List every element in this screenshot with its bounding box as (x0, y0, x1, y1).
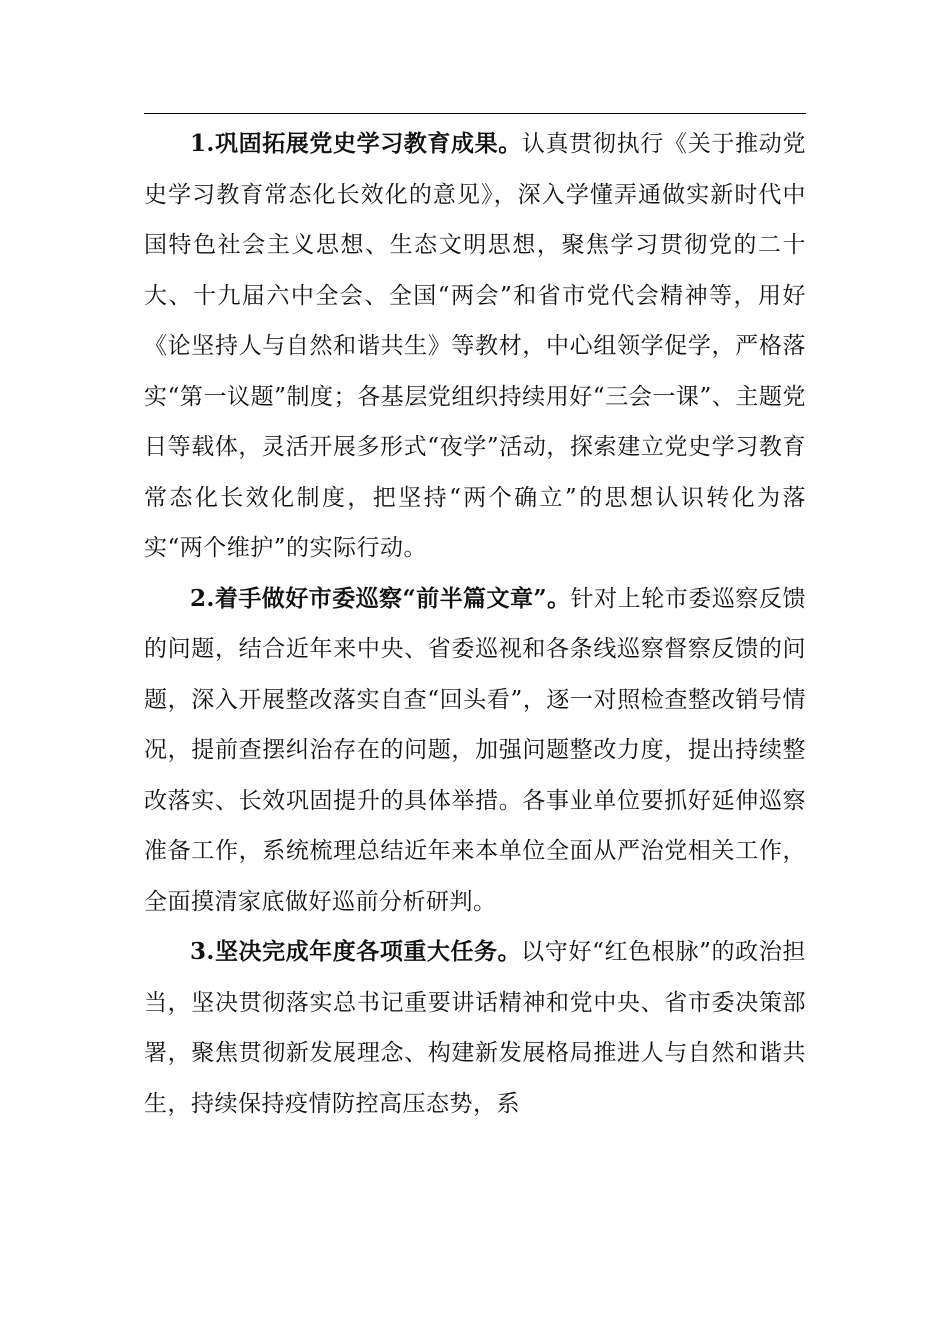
paragraph-3-heading: 3.坚决完成年度各项重大任务。 (190, 938, 522, 965)
paragraph-3-text: 以守好“红色根脉”的政治担当，坚决贯彻落实总书记重要讲话精神和党中央、省市委决策部署，聚焦贯彻新发展理念、构建新发展格局推进人与自然和谐共生，持续保持疫情防控高压态势，系 (144, 939, 806, 1117)
paragraph-1-heading: 1.巩固拓展党史学习教育成果。 (190, 130, 522, 157)
paragraph-2-heading: 2.着手做好市委巡察“前半篇文章”。 (190, 584, 571, 612)
paragraph-1-text: 认真贯彻执行《关于推动党史学习教育常态化长效化的意见》，深入学懂弄通做实新时代中国特色社会主义思想、生态文明思想，聚焦学习贯彻党的二十大、十九届六中全会、全国“两会”和省市党代会精神等，用好《论坚持人与自然和谐共生》等教材，中心组领学促学，严格落实“第一议题”制度；各基层党组织持续用好“三会一课”、主题党日等载体，灵活开展多形式“夜学”活动，探索建立党史学习教育常态化长效化制度，把坚持“两个确立”的思想认识转化为落实“两个维护”的实际行动。 (144, 131, 807, 561)
document-body (144, 119, 806, 1129)
paragraph-2-text: 针对上轮市委巡察反馈的问题，结合近年来中央、省委巡视和各条线巡察督察反馈的问题，深入开展整改落实自查“回头看”，逐一对照检查整改销号情况，提前查摆纠治存在的问题，加强问题整改力度，提出持续整改落实、长效巩固提升的具体举措。各事业单位要抓好延伸巡察准备工作，系统梳理总结近年来本单位全面从严治党相关工作，全面摸清家底做好巡前分析研判。 (144, 585, 807, 915)
paragraph-3 (144, 927, 806, 1129)
paragraph-1 (144, 119, 806, 574)
paragraph-2 (144, 574, 806, 928)
header-rule (144, 113, 806, 114)
